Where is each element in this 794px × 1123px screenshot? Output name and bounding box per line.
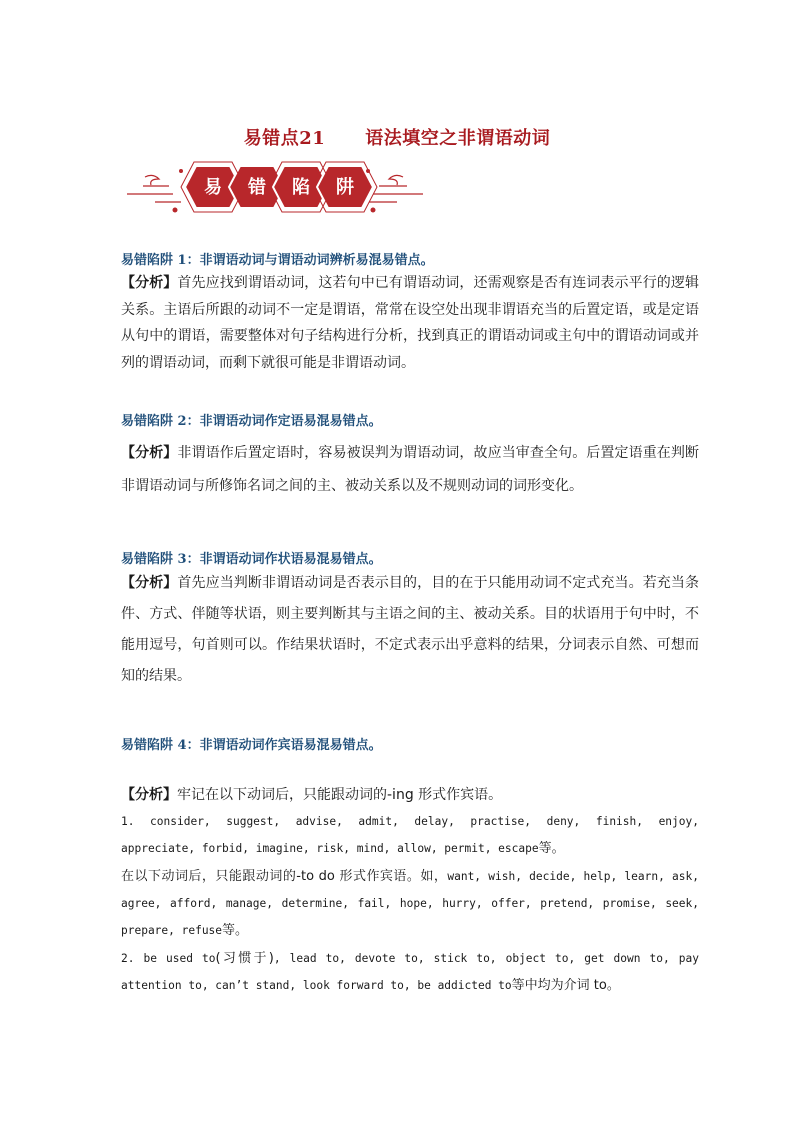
preposition-end: 等中均为介词 to。 — [511, 978, 620, 993]
error-trap-banner — [125, 160, 425, 214]
gerund-verbs-end: 等。 — [538, 841, 565, 856]
preposition-start: 2. be used to — [121, 952, 216, 965]
section-3-body — [121, 568, 699, 692]
banner-char-2: 错 — [248, 177, 266, 198]
section-2-heading: 易错陷阱 2：非谓语动词作定语易混易错点。 — [121, 414, 382, 429]
section-1-body — [121, 270, 699, 376]
section-4-text: 牢记在以下动词后，只能跟动词的-ing 形式作宾语。 — [177, 787, 503, 803]
section-4-body — [121, 784, 699, 806]
section-1-text: 首先应找到谓语动词，这若句中已有谓语动词，还需观察是否有连词表示平行的逻辑关系。主语后所跟的动词不一定是谓语，常常在设空处出现非谓语充当的后置定语，或是定语从句中的谓语，需要整体对句子结构进行分析，找到真正的谓语动词或主句中的谓语动词或并列的谓语动词，而剩下就很可能是非谓语动词。 — [121, 275, 700, 371]
section-1-heading: 易错陷阱 1：非谓语动词与谓语动词辨析易混易错点。 — [121, 253, 434, 268]
title-number: 易错点21 — [243, 128, 326, 149]
infinitive-verb-list — [121, 863, 699, 944]
section-3-text: 首先应当判断非谓语动词是否表示目的，目的在于只能用动词不定式充当。若充当条件、方式、伴随等状语，则主要判断其与主语之间的主、被动关系。目的状语用于句中时，不能用逗号，句首则可以。作结果状语时，不定式表示出乎意料的结果，分词表示自然、可想而知的结果。 — [121, 575, 700, 684]
banner-left-ornament — [127, 169, 183, 213]
gerund-verb-list — [121, 808, 699, 862]
section-2-body — [121, 437, 699, 503]
gerund-verbs: 1. consider, suggest, advise, admit, delay, practise, deny, finish, enjoy, appreciate, forbid, imagine, risk, mind, allow, permit, escape — [121, 815, 699, 855]
infinitive-verbs-end: 等。 — [222, 923, 249, 938]
section-2-tag: 【分析】 — [121, 445, 178, 461]
section-2-text: 非谓语作后置定语时，容易被误判为谓语动词，故应当审查全句。后置定语重在判断非谓语动词与所修饰名词之间的主、被动关系以及不规则动词的词形变化。 — [121, 445, 700, 494]
infinitive-intro: 在以下动词后，只能跟动词的-to do 形式作宾语。如， — [121, 869, 448, 884]
banner-char-4: 阱 — [336, 177, 354, 198]
page-title — [0, 124, 794, 150]
preposition-phrases: , lead to, devote to, stick to, object to, get down to, pay attention to, can’t stand, look forward to, be addicted to — [121, 952, 699, 992]
infinitive-verbs: want, wish, decide, help, learn, ask, agree, afford, manage, determine, fail, hope, hurry, offer, pretend, promise, seek, prepare, refuse — [121, 870, 699, 937]
title-topic: 语法填空之非谓语动词 — [365, 128, 551, 149]
section-3-heading: 易错陷阱 3：非谓语动词作状语易混易错点。 — [121, 552, 382, 567]
preposition-to-list — [121, 945, 699, 999]
preposition-cn: (习惯于) — [215, 951, 274, 966]
banner-char-3: 陷 — [292, 177, 310, 198]
section-4-tag: 【分析】 — [121, 787, 177, 803]
banner-char-1: 易 — [204, 177, 222, 198]
section-4-heading: 易错陷阱 4：非谓语动词作宾语易混易错点。 — [121, 738, 382, 753]
section-1-tag: 【分析】 — [121, 275, 178, 291]
section-3-tag: 【分析】 — [121, 575, 178, 591]
